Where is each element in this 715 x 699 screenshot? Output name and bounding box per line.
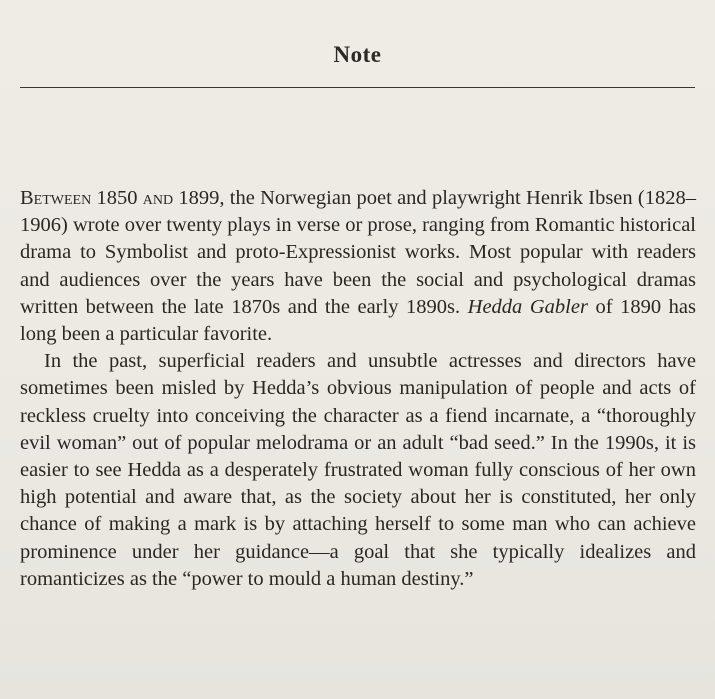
lead-year-1899: 1899,: [173, 187, 225, 209]
lead-smallcaps-and: and: [142, 187, 174, 209]
paragraph-1-text: the Norwegian poet and playwright Henrik Ibsen (1828–1906) wrote over twenty plays in verse or prose, ranging from Romantic historical drama to Symbolist and proto-Expressionist works. Most popular with readers and audiences over the years have been the social and psychological dramas written between the late 1870s and the early 1890s.: [20, 187, 696, 318]
title-divider: [20, 87, 695, 88]
lead-smallcaps-between: Between: [20, 187, 92, 209]
play-title-hedda-gabler: Hedda Gabler: [467, 295, 588, 318]
paragraph-1-tail: of 1890 has long been a particular favorite.: [20, 295, 696, 346]
lead-year-1850: 1850: [91, 187, 143, 209]
note-body: [20, 185, 696, 593]
paragraph-2: In the past, superficial readers and unsubtle actresses and directors have sometimes been misled by Hedda’s obvious manipulation of people and acts of reckless cruelty into conceiving the character as a fiend incarnate, a “thoroughly evil woman” out of popular melodrama or an adult “bad seed.” In the 1990s, it is easier to see Hedda as a desperately frustrated woman fully conscious of her own high potential and aware that, as the society about her is constituted, her only chance of making a mark is by attaching herself to some man who can achieve prominence under her guidance—a goal that she typically idealizes and romanticizes as the “power to mould a human destiny.”: [20, 350, 696, 590]
page-title: Note: [333, 42, 382, 67]
paragraph-1: [20, 185, 696, 348]
